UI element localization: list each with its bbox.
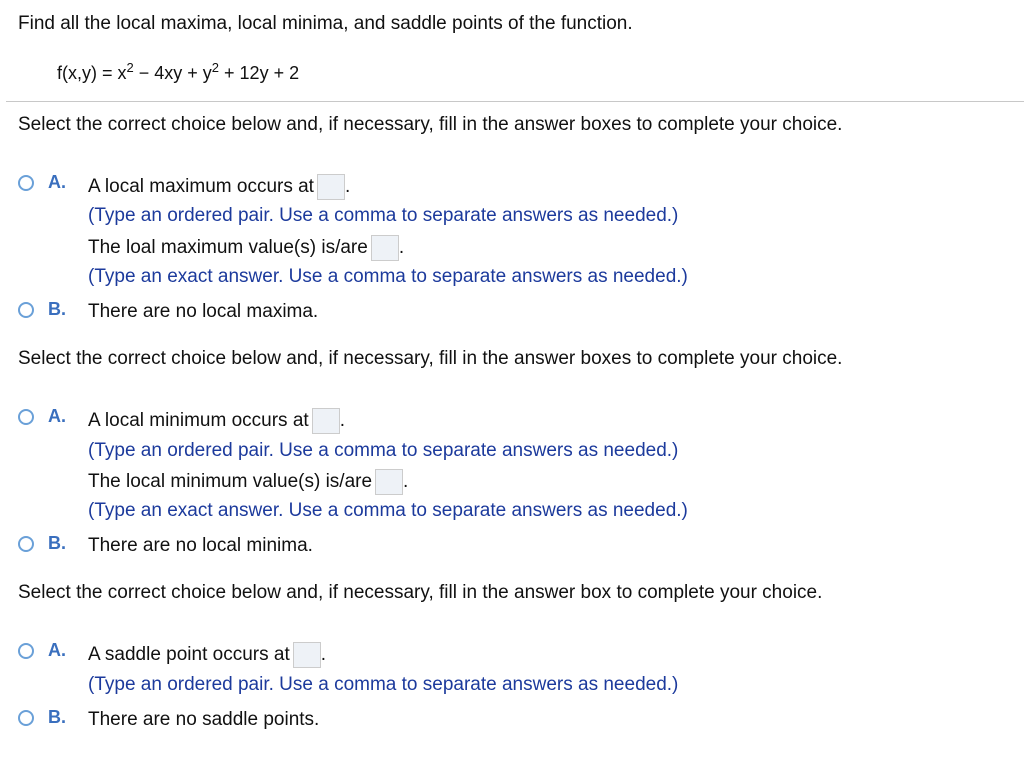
hint-exact-answer: (Type an exact answer. Use a comma to separate answers as needed.)	[88, 266, 688, 287]
no-min-text: There are no local minima.	[88, 535, 313, 556]
option-letter: B.	[48, 707, 66, 727]
radio-min-a[interactable]	[18, 409, 34, 425]
min-location-label: A local minimum occurs at	[88, 410, 309, 432]
exponent-y: 2	[211, 60, 220, 75]
option-letter: A.	[48, 406, 66, 426]
option-letter: A.	[48, 640, 66, 660]
radio-min-b[interactable]	[18, 536, 34, 552]
radio-max-a[interactable]	[18, 175, 34, 191]
divider	[6, 101, 1024, 102]
exponent-x: 2	[126, 60, 134, 75]
instruction-saddle: Select the correct choice below and, if necessary, fill in the answer box to complete your choice.	[18, 582, 823, 603]
function-expression	[57, 60, 300, 84]
instruction-minima: Select the correct choice below and, if necessary, fill in the answer boxes to complete your choice.	[18, 348, 843, 369]
option-letter: A.	[48, 172, 66, 192]
period: .	[339, 410, 345, 432]
min-value-label: The local minimum value(s) is/are	[88, 471, 373, 493]
max-location-input[interactable]	[317, 174, 345, 200]
hint-exact-answer: (Type an exact answer. Use a comma to separate answers as needed.)	[88, 500, 688, 521]
no-saddle-text: There are no saddle points.	[88, 709, 320, 730]
function-rhs: + 12y + 2	[219, 63, 300, 83]
radio-saddle-b[interactable]	[18, 710, 34, 726]
radio-saddle-a[interactable]	[18, 643, 34, 659]
option-letter: B.	[48, 533, 66, 553]
option-letter: B.	[48, 299, 66, 319]
instruction-maxima: Select the correct choice below and, if necessary, fill in the answer boxes to complete your choice.	[18, 114, 843, 135]
hint-ordered-pair: (Type an ordered pair. Use a comma to separate answers as needed.)	[88, 674, 679, 695]
function-lhs: f(x,y) = x	[57, 63, 127, 83]
hint-ordered-pair: (Type an ordered pair. Use a comma to separate answers as needed.)	[88, 205, 679, 226]
function-mid: − 4xy + y	[133, 63, 212, 83]
radio-max-b[interactable]	[18, 302, 34, 318]
max-value-label: The loal maximum value(s) is/are	[88, 237, 368, 259]
max-location-label: A local maximum occurs at	[88, 176, 314, 198]
hint-ordered-pair: (Type an ordered pair. Use a comma to separate answers as needed.)	[88, 440, 679, 461]
question-text: Find all the local maxima, local minima, and saddle points of the function.	[18, 13, 633, 34]
period: .	[344, 176, 351, 198]
max-value-input[interactable]	[371, 235, 399, 261]
saddle-location-input[interactable]	[293, 642, 321, 668]
saddle-location-label: A saddle point occurs at	[88, 644, 290, 666]
min-value-input[interactable]	[375, 469, 403, 495]
min-location-input[interactable]	[312, 408, 340, 434]
period: .	[320, 644, 327, 666]
period: .	[403, 471, 409, 493]
period: .	[398, 237, 405, 259]
no-max-text: There are no local maxima.	[88, 301, 319, 322]
